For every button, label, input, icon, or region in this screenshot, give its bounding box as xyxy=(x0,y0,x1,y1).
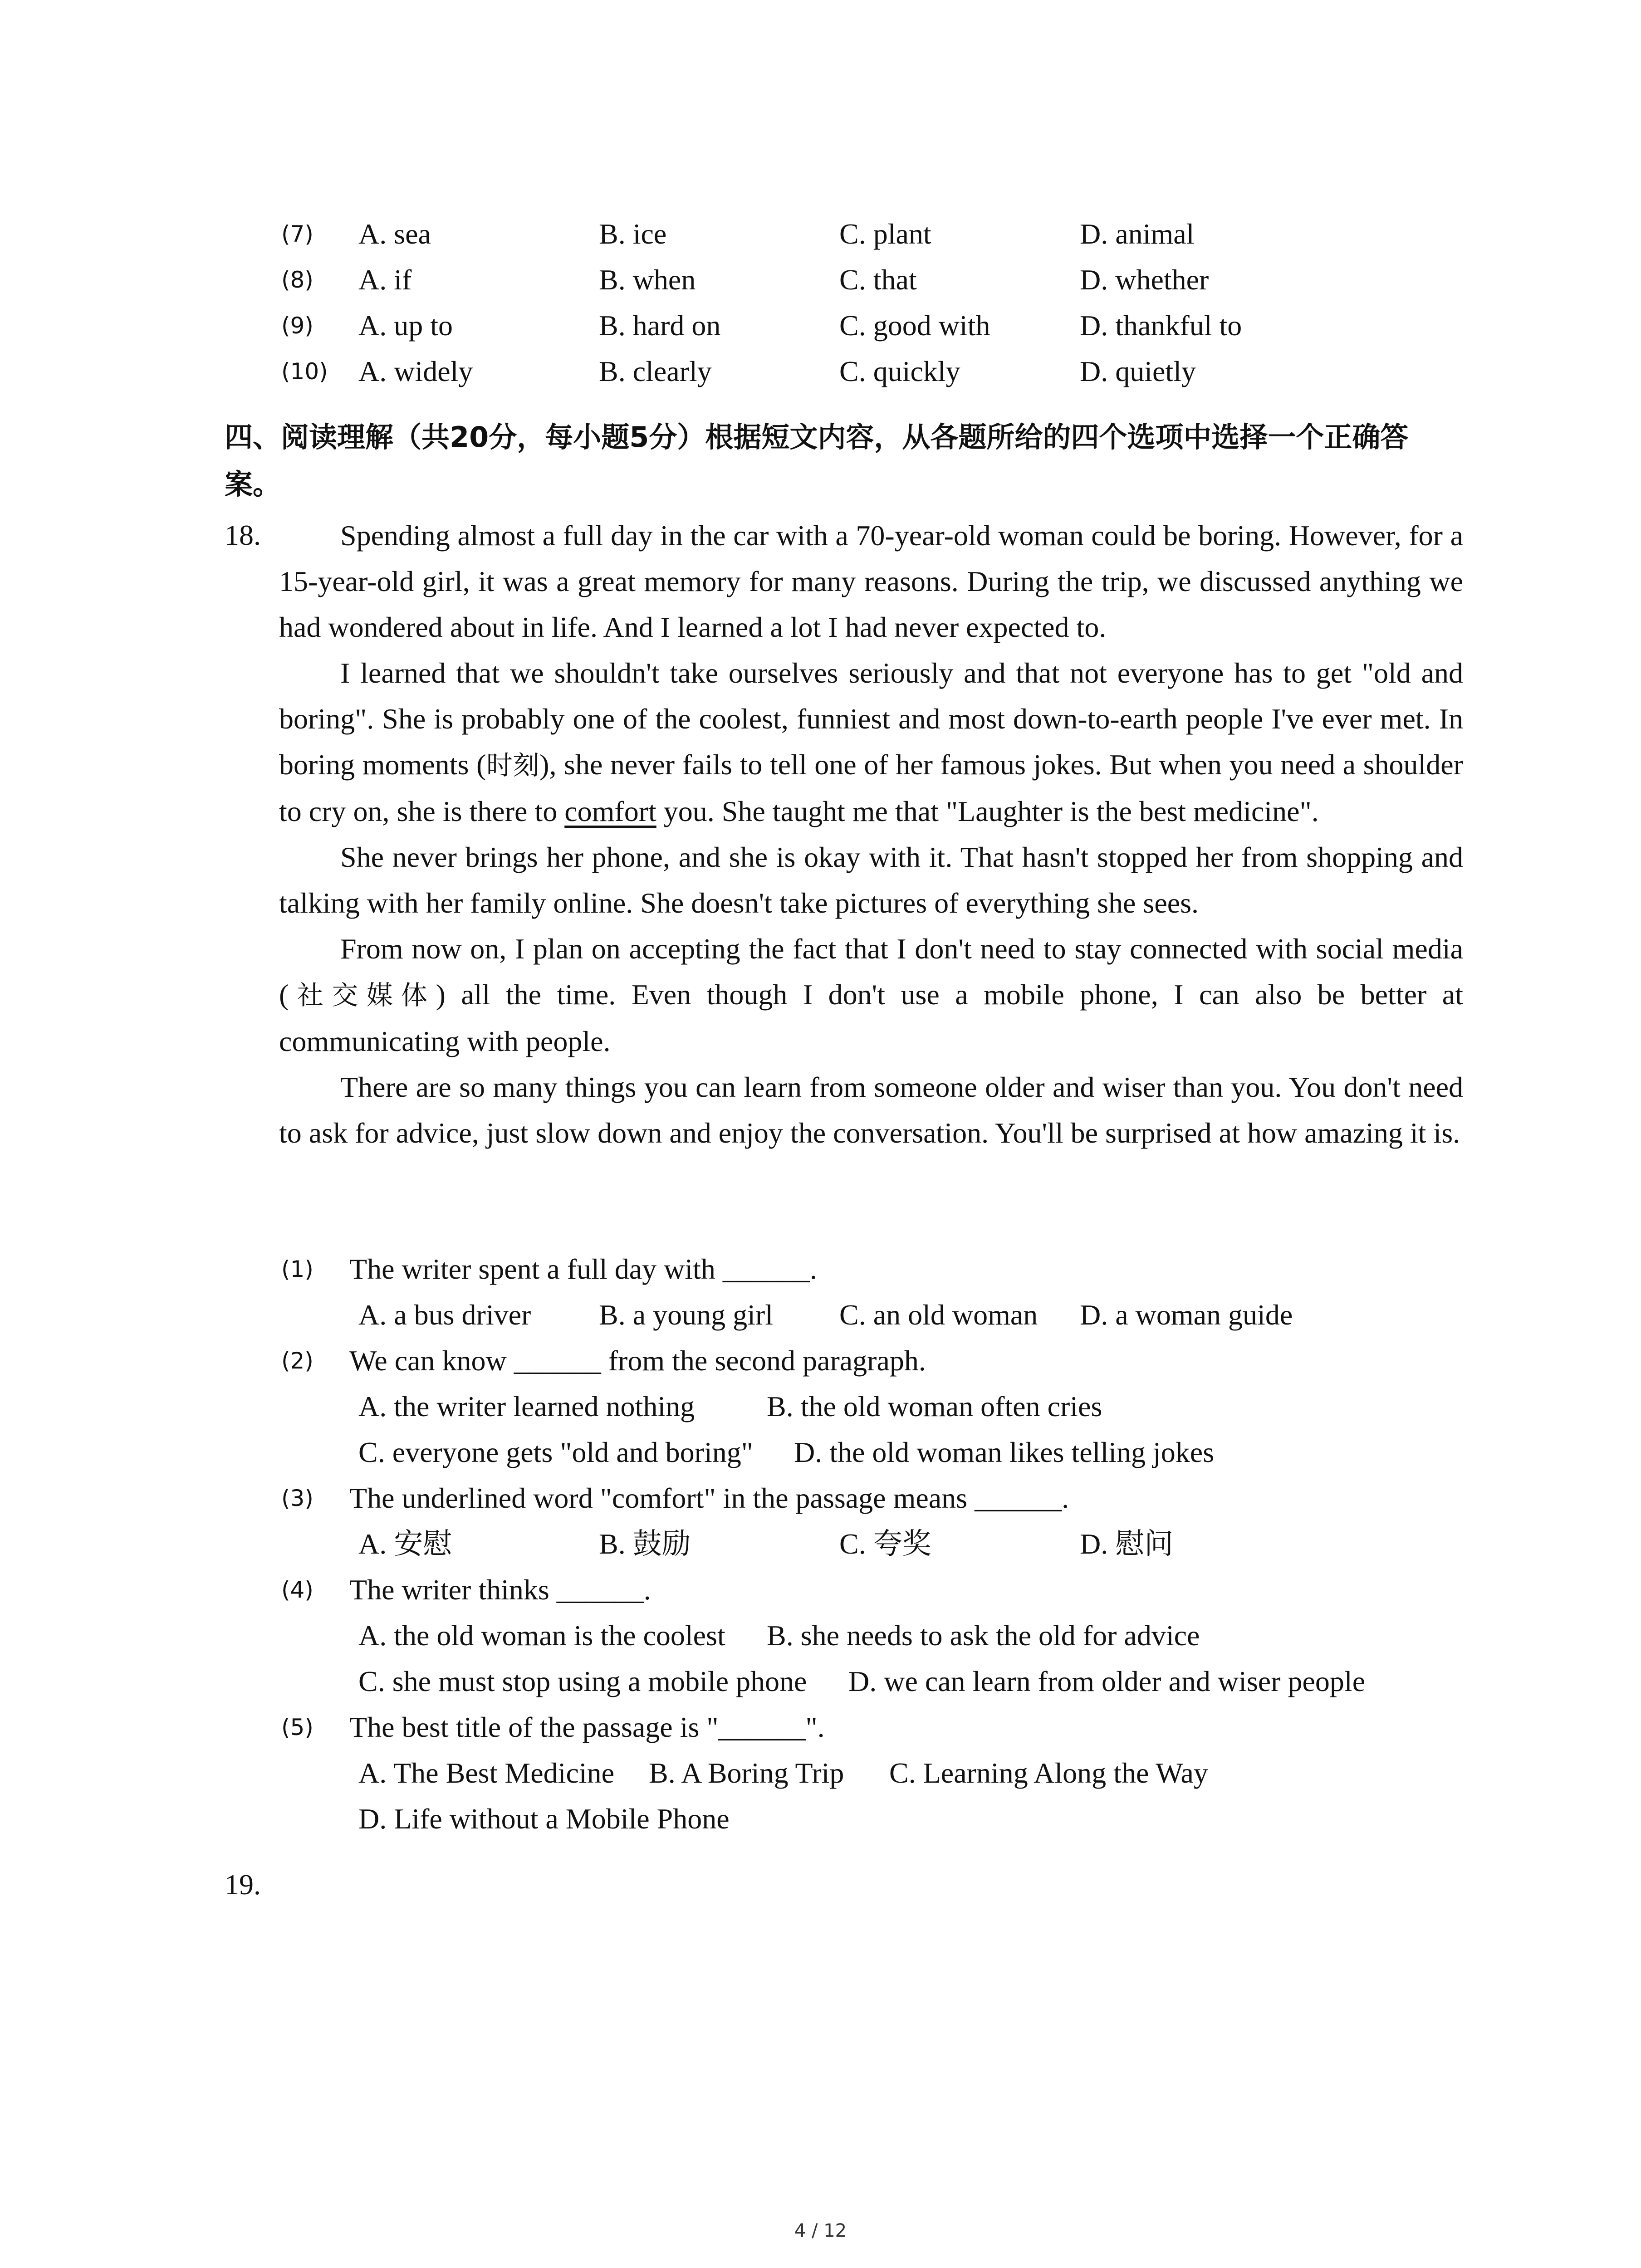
option-row xyxy=(281,211,1506,257)
option-b: B. the old woman often cries xyxy=(767,1390,1102,1422)
passage-paragraph-5: There are so many things you can learn from someone older and wiser than you. You don't need to ask for advice, just slow down and enjoy the conversation. You'll be surprised at how amazing it is. xyxy=(279,1071,1463,1149)
option-b: B. A Boring Trip xyxy=(649,1757,844,1789)
sub-question-number: (4) xyxy=(281,1577,314,1603)
passage-paragraph-4 xyxy=(279,926,1463,1064)
answer-options xyxy=(358,1750,1402,1796)
option-b: B. ice xyxy=(599,218,667,250)
sub-question-number: (5) xyxy=(281,1714,314,1740)
sub-question xyxy=(281,1246,1506,1292)
option-c: C. good with xyxy=(839,309,990,342)
option-b: B. 鼓励 xyxy=(599,1528,691,1560)
option-a: A. sea xyxy=(358,218,431,250)
sub-question-stem: The underlined word "comfort" in the passage means ______. xyxy=(349,1482,1069,1514)
option-d: D. thankful to xyxy=(1080,309,1242,342)
reading-passage xyxy=(279,513,1463,1156)
paragraph-text: ) all the time. Even though I don't use a mobile phone, I can also be better at communicating with people. xyxy=(279,978,1463,1057)
option-c: C. Learning Along the Way xyxy=(889,1757,1208,1789)
paragraph-text: you. She taught me that "Laughter is the best medicine". xyxy=(656,795,1319,827)
question-number: (8) xyxy=(281,267,314,293)
answer-options xyxy=(358,1613,1402,1658)
sub-question-stem: The writer spent a full day with ______. xyxy=(349,1253,817,1285)
question-number-18: 18. xyxy=(225,519,261,551)
option-c: C. 夸奖 xyxy=(839,1528,931,1560)
answer-options xyxy=(358,1659,1402,1704)
answer-options xyxy=(358,1521,1402,1567)
chinese-gloss: 时刻 xyxy=(486,750,540,781)
option-row xyxy=(281,303,1506,348)
question-number-19: 19. xyxy=(225,1868,261,1901)
option-c: C. quickly xyxy=(839,355,960,387)
sub-question xyxy=(281,1705,1506,1750)
option-a: A. The Best Medicine xyxy=(358,1757,615,1789)
sub-question-number: (3) xyxy=(281,1485,314,1511)
option-a: A. the old woman is the coolest xyxy=(358,1619,725,1652)
passage-paragraph-1: Spending almost a full day in the car with a 70-year-old woman could be boring. However, for a 15-year-old girl, it was a great memory for many reasons. During the trip, we discussed anything we had wondered about in life. And I learned a lot I had never expected to. xyxy=(279,519,1463,643)
chinese-gloss: 社交媒体 xyxy=(289,980,436,1011)
option-b: B. a young girl xyxy=(599,1299,773,1331)
paragraph-text: ), she never fails to tell one of her famous jokes. But when you need a shoulder to cry on, she is there to xyxy=(279,748,1463,827)
answer-options xyxy=(358,1796,1402,1842)
page-number: 4 / 12 xyxy=(794,2220,847,2241)
option-a: A. 安慰 xyxy=(358,1528,452,1560)
sub-question-number: (2) xyxy=(281,1348,314,1374)
question-number: (7) xyxy=(281,221,314,247)
question-number: (10) xyxy=(281,358,328,385)
option-c: C. that xyxy=(839,264,917,296)
option-d: D. a woman guide xyxy=(1080,1299,1293,1331)
paragraph-text: From now on, I plan on accepting the fact that I don't need to stay connected with social media ( xyxy=(279,933,1463,1011)
option-b: B. she needs to ask the old for advice xyxy=(767,1619,1200,1652)
sub-question-stem: The writer thinks ______. xyxy=(349,1574,651,1606)
underlined-word: comfort xyxy=(564,795,656,827)
option-d: D. quietly xyxy=(1080,355,1196,387)
option-c: C. plant xyxy=(839,218,931,250)
option-c: C. an old woman xyxy=(839,1299,1038,1331)
option-d: D. animal xyxy=(1080,218,1195,250)
sub-question xyxy=(281,1567,1506,1613)
option-d: D. we can learn from older and wiser people xyxy=(848,1665,1366,1697)
paragraph-text: I learned that we shouldn't take ourselves seriously and that not everyone has to get "old and boring". She is probably one of the coolest, funniest and most down-to-earth people I've ever met. In boring moments ( xyxy=(279,657,1463,781)
section-heading: 四、阅读理解（共20分，每小题5分）根据短文内容，从各题所给的四个选项中选择一个正确答案。 xyxy=(225,420,1409,501)
option-b: B. hard on xyxy=(599,309,721,342)
option-d: D. the old woman likes telling jokes xyxy=(794,1436,1215,1468)
option-c: C. everyone gets "old and boring" xyxy=(358,1436,753,1468)
option-a: A. if xyxy=(358,264,412,296)
sub-question xyxy=(281,1338,1506,1383)
answer-options xyxy=(358,1430,1402,1475)
answer-options xyxy=(358,1384,1402,1429)
answer-options xyxy=(358,1292,1402,1338)
sub-question-number: (1) xyxy=(281,1256,314,1282)
option-row xyxy=(281,257,1506,303)
passage-paragraph-3: She never brings her phone, and she is okay with it. That hasn't stopped her from shopping and talking with her family online. She doesn't take pictures of everything she sees. xyxy=(279,841,1463,919)
option-b: B. when xyxy=(599,264,696,296)
option-a: A. a bus driver xyxy=(358,1299,531,1331)
option-d: D. whether xyxy=(1080,264,1209,296)
sub-question-stem: We can know ______ from the second paragraph. xyxy=(349,1344,926,1377)
option-a: A. widely xyxy=(358,355,473,387)
option-d: D. 慰问 xyxy=(1080,1528,1174,1560)
sub-question-stem: The best title of the passage is "______". xyxy=(349,1711,825,1743)
option-d: D. Life without a Mobile Phone xyxy=(358,1803,730,1835)
sub-question xyxy=(281,1476,1506,1521)
option-c: C. she must stop using a mobile phone xyxy=(358,1665,807,1697)
option-row xyxy=(281,349,1506,394)
question-number: (9) xyxy=(281,313,314,339)
passage-paragraph-2 xyxy=(279,650,1463,834)
option-b: B. clearly xyxy=(599,355,712,387)
option-a: A. up to xyxy=(358,309,453,342)
option-a: A. the writer learned nothing xyxy=(358,1390,695,1422)
